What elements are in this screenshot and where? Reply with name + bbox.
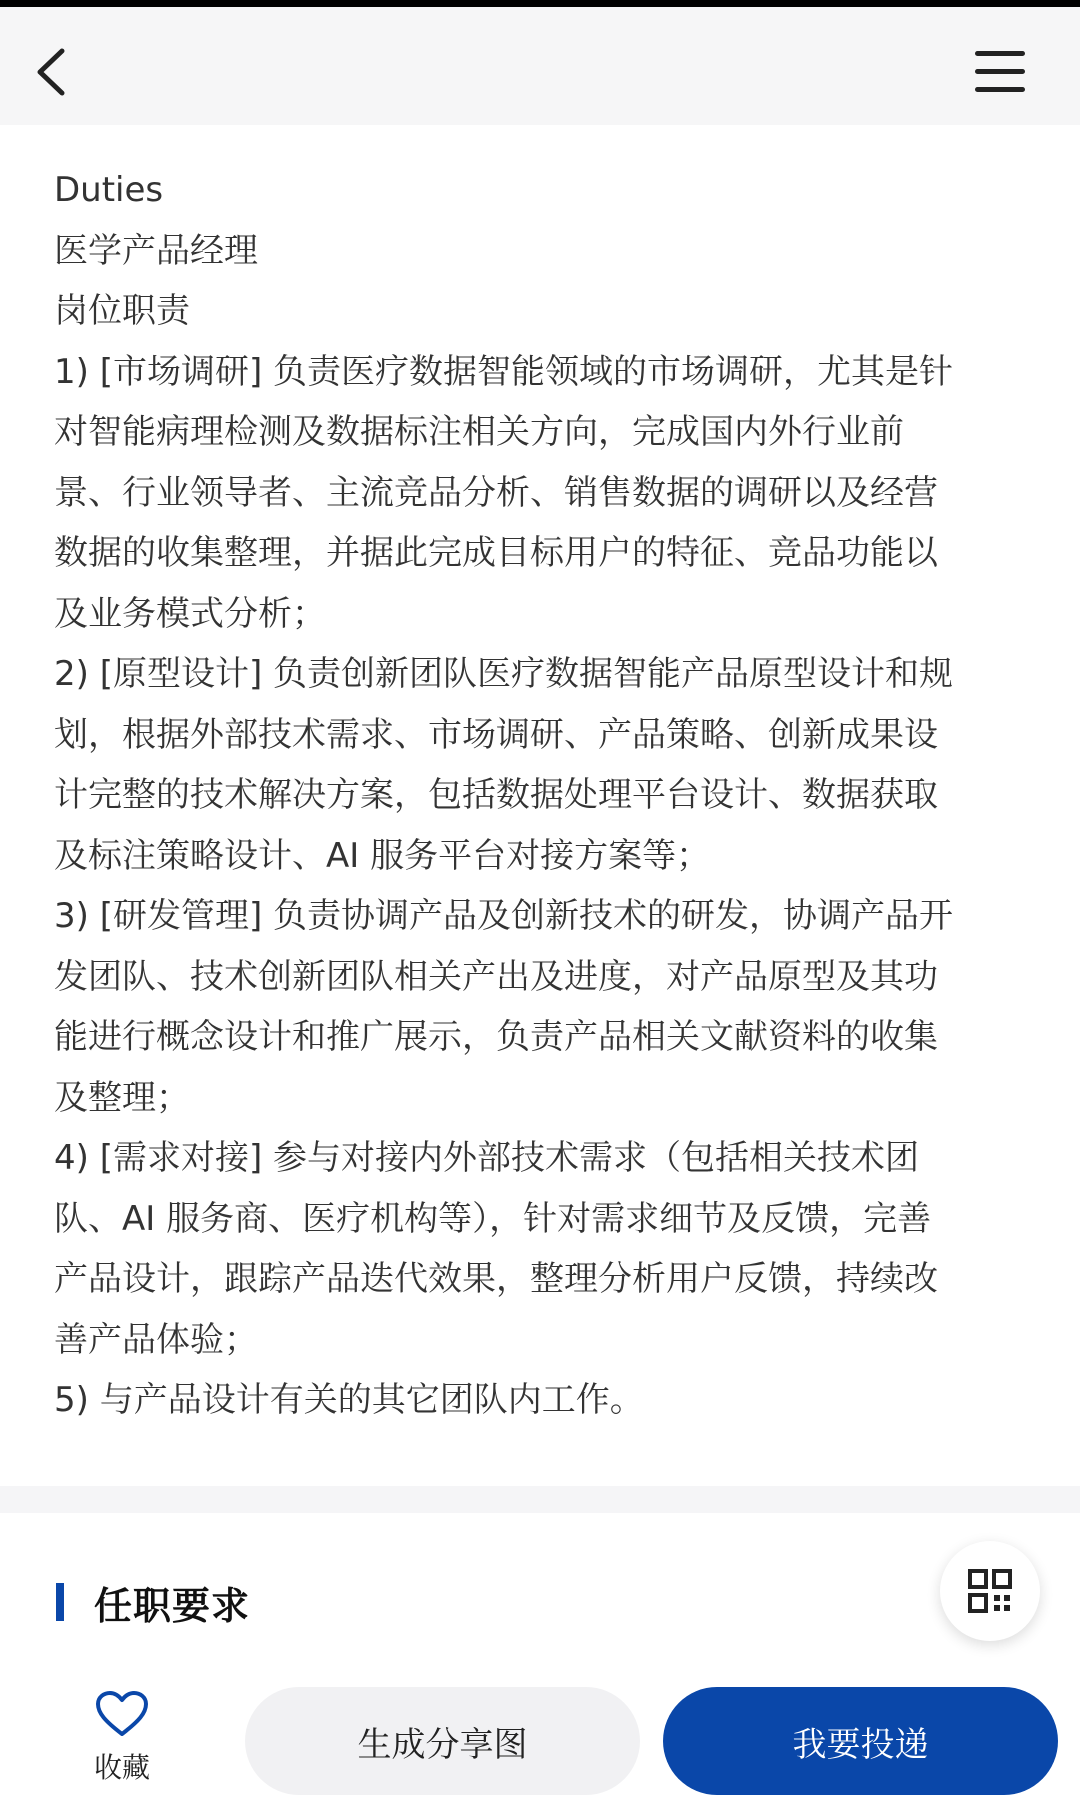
job-description xyxy=(54,160,1034,1431)
section-title: 任职要求 xyxy=(94,1583,251,1628)
section-accent-bar xyxy=(56,1583,64,1621)
description-line: 5) 与产品设计有关的其它团队内工作。 xyxy=(54,1380,644,1420)
description-line: 及标注策略设计、AI 服务平台对接方案等； xyxy=(54,835,711,876)
back-button[interactable] xyxy=(20,37,80,107)
favorite-label: 收藏 xyxy=(93,1751,150,1784)
menu-button[interactable] xyxy=(970,42,1030,102)
description-line: 发团队、技术创新团队相关产出及进度，对产品原型及其功 xyxy=(54,956,938,997)
qr-code-icon xyxy=(968,1569,1012,1613)
duties-heading: Duties xyxy=(54,170,164,210)
description-line: 3) [研发管理] 负责协调产品及创新技术的研发，协调产品开 xyxy=(54,896,954,936)
top-nav-bar xyxy=(0,7,1080,125)
description-line: 及整理； xyxy=(54,1077,190,1118)
description-line: 善产品体验； xyxy=(54,1319,258,1360)
favorite-button[interactable] xyxy=(80,1690,164,1800)
job-title-line: 医学产品经理 xyxy=(54,230,258,271)
description-line: 2) [原型设计] 负责创新团队医疗数据智能产品原型设计和规 xyxy=(54,654,954,694)
status-bar-strip xyxy=(0,0,1080,7)
description-line: 能进行概念设计和推广展示，负责产品相关文献资料的收集 xyxy=(54,1017,938,1057)
hamburger-menu-icon xyxy=(973,49,1027,95)
apply-button[interactable]: 我要投递 xyxy=(663,1687,1058,1795)
description-line: 1) [市场调研] 负责医疗数据智能领域的市场调研，尤其是针 xyxy=(54,351,954,392)
generate-share-image-button[interactable]: 生成分享图 xyxy=(245,1687,640,1795)
description-line: 及业务模式分析； xyxy=(54,593,326,634)
qr-code-button[interactable] xyxy=(940,1541,1040,1641)
description-line: 产品设计，跟踪产品迭代效果，整理分析用户反馈，持续改 xyxy=(54,1259,938,1299)
section-divider xyxy=(0,1486,1080,1513)
description-line: 队、AI 服务商、医疗机构等），针对需求细节及反馈，完善 xyxy=(54,1198,932,1239)
description-line: 4) [需求对接] 参与对接内外部技术需求（包括相关技术团 xyxy=(54,1138,920,1178)
description-line: 数据的收集整理，并据此完成目标用户的特征、竞品功能以 xyxy=(54,533,938,573)
description-line: 对智能病理检测及数据标注相关方向，完成国内外行业前 xyxy=(54,412,904,452)
description-line: 景、行业领导者、主流竞品分析、销售数据的调研以及经营 xyxy=(54,472,938,513)
description-line: 划，根据外部技术需求、市场调研、产品策略、创新成果设 xyxy=(54,714,938,755)
description-line: 计完整的技术解决方案，包括数据处理平台设计、数据获取 xyxy=(54,775,938,815)
requirements-section-header xyxy=(56,1562,250,1642)
chevron-left-icon xyxy=(32,47,68,97)
responsibilities-heading: 岗位职责 xyxy=(54,291,190,331)
heart-outline-icon xyxy=(95,1690,149,1738)
